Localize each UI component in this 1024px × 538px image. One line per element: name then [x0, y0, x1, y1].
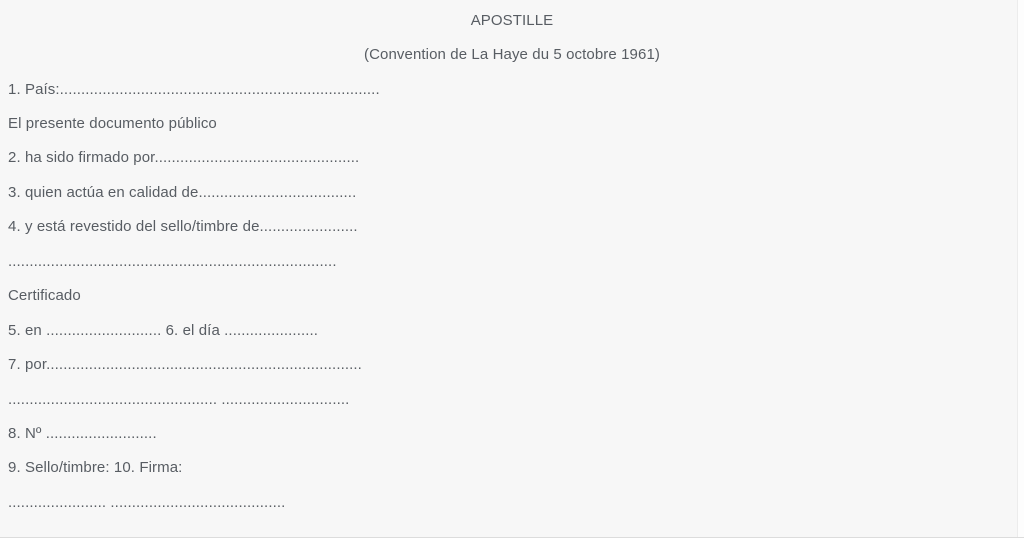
field-4-sello-timbre: 4. y está revestido del sello/timbre de....................... — [8, 218, 358, 236]
field-8-numero: 8. Nº .......................... — [8, 424, 157, 442]
field-2-firmado-por: 2. ha sido firmado por................................................ — [8, 149, 360, 167]
field-5-en-6-el-dia: 5. en ........................... 6. el día ...................... — [8, 321, 319, 339]
dotted-line-3: ....................... ......................................... — [8, 493, 286, 511]
text-certificado: Certificado — [8, 287, 81, 305]
field-9-sello-10-firma: 9. Sello/timbre: 10. Firma: — [8, 459, 183, 477]
document-title: APOSTILLE — [470, 11, 554, 29]
text-presente-documento: El presente documento público — [8, 115, 217, 133]
field-1-pais: 1. País:........................................................................... — [8, 80, 380, 98]
field-3-calidad-de: 3. quien actúa en calidad de..................................... — [8, 183, 357, 201]
dotted-line-1: ............................................................................. — [8, 252, 337, 270]
document-subtitle: (Convention de La Haye du 5 octobre 1961) — [364, 46, 660, 64]
field-7-por: 7. por.......................................................................... — [8, 356, 362, 374]
dotted-line-2: ................................................. .............................. — [8, 390, 350, 408]
vertical-scrollbar[interactable] — [1017, 0, 1024, 537]
